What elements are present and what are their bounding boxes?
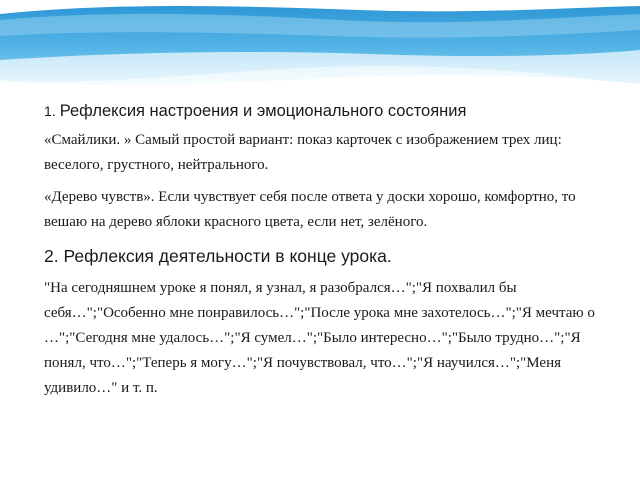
heading-text: Рефлексия настроения и эмоционального состояния	[59, 102, 467, 120]
paragraph-phrases: "На сегодняшнем уроке я понял, я узнал, я разобрался…";"Я похвалил бы себя…";"Особенно мне понравилось…";"После урока мне захотелось…";"Я мечтаю о …";"Сегодня мне удалось…";"Я сумел…";"Было интересно…";"Было трудно…";"Я понял, что…";"Теперь я могу…";"Я почувствовал, что…";"Я научился…";"Меня удивило…" и т. п.	[44, 280, 595, 396]
heading-mood-reflection	[44, 100, 610, 122]
paragraph-feelings-tree: «Дерево чувств». Если чувствует себя после ответа у доски хорошо, комфортно, то вешаю на дерево яблоки красного цвета, если нет, зелёного.	[44, 189, 576, 230]
heading-activity-reflection: 2. Рефлексия деятельности в конце урока.	[44, 246, 392, 266]
paragraph-smileys: «Смайлики. » Самый простой вариант: показ карточек с изображением трех лиц: веселого, грустного, нейтрального.	[44, 132, 562, 173]
slide-content	[44, 100, 610, 401]
heading-number: 1.	[44, 103, 56, 119]
header-wave-decoration	[0, 0, 640, 100]
